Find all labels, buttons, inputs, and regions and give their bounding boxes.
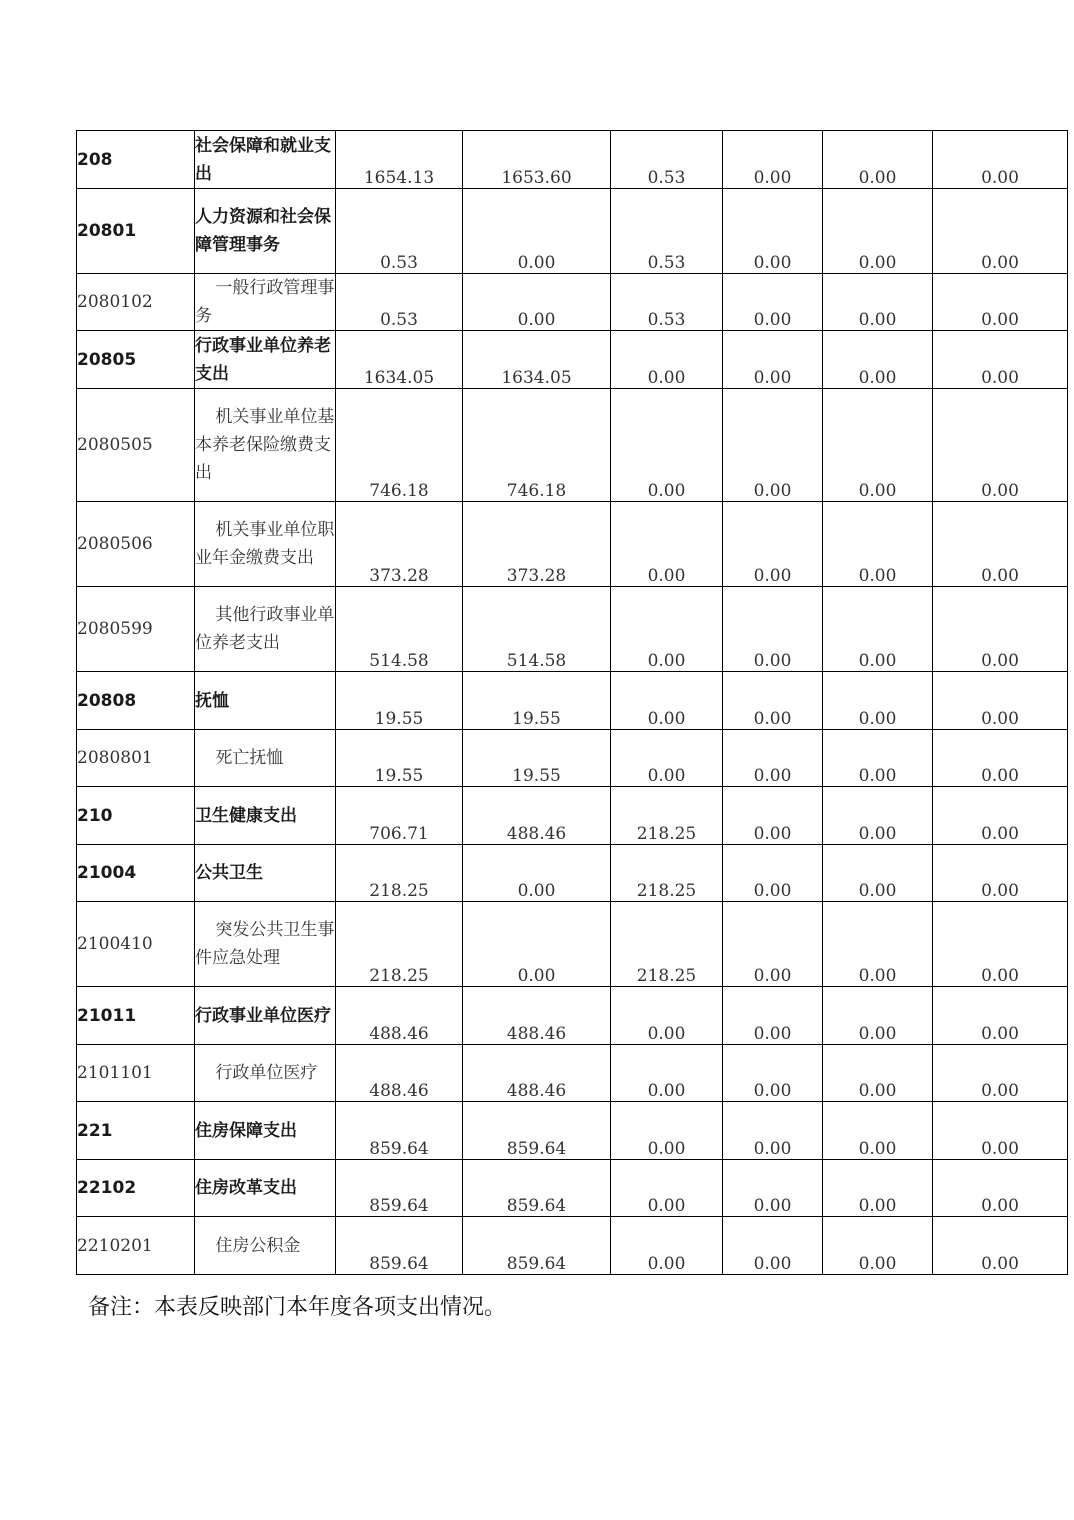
- row-code: 20801: [77, 189, 195, 274]
- row-item-name: 一般行政管理事务: [195, 274, 336, 331]
- row-value-5: 0.00: [823, 331, 933, 389]
- row-code: 208: [77, 131, 195, 189]
- row-value-4: 0.00: [723, 845, 823, 902]
- table-row: [77, 730, 1068, 787]
- row-item-name: 死亡抚恤: [195, 730, 336, 787]
- row-value-4: 0.00: [723, 987, 823, 1045]
- row-value-2: 859.64: [463, 1217, 611, 1275]
- table-row: [77, 1160, 1068, 1217]
- row-code: 2080505: [77, 389, 195, 502]
- row-code: 210: [77, 787, 195, 845]
- row-value-4: 0.00: [723, 730, 823, 787]
- row-value-4: 0.00: [723, 1045, 823, 1102]
- row-value-6: 0.00: [933, 845, 1068, 902]
- row-value-2: 0.00: [463, 274, 611, 331]
- row-item-name: 行政单位医疗: [195, 1045, 336, 1102]
- row-value-1: 514.58: [336, 587, 463, 672]
- row-value-6: 0.00: [933, 587, 1068, 672]
- row-code: 2101101: [77, 1045, 195, 1102]
- row-value-4: 0.00: [723, 131, 823, 189]
- row-value-3: 0.00: [611, 331, 723, 389]
- row-value-2: 488.46: [463, 987, 611, 1045]
- row-value-4: 0.00: [723, 587, 823, 672]
- row-code: 20808: [77, 672, 195, 730]
- row-item-name: 行政事业单位养老支出: [195, 331, 336, 389]
- row-value-6: 0.00: [933, 502, 1068, 587]
- row-value-6: 0.00: [933, 331, 1068, 389]
- row-item-name: 住房保障支出: [195, 1102, 336, 1160]
- row-code: 2080102: [77, 274, 195, 331]
- row-value-5: 0.00: [823, 845, 933, 902]
- row-value-3: 0.53: [611, 274, 723, 331]
- row-value-2: 0.00: [463, 845, 611, 902]
- row-value-2: 746.18: [463, 389, 611, 502]
- row-item-name: 抚恤: [195, 672, 336, 730]
- row-item-name: 人力资源和社会保障管理事务: [195, 189, 336, 274]
- row-value-5: 0.00: [823, 1217, 933, 1275]
- row-value-1: 373.28: [336, 502, 463, 587]
- table-row: [77, 1217, 1068, 1275]
- row-value-5: 0.00: [823, 1045, 933, 1102]
- row-value-3: 0.53: [611, 131, 723, 189]
- row-value-2: 0.00: [463, 902, 611, 987]
- row-value-4: 0.00: [723, 902, 823, 987]
- table-row: [77, 331, 1068, 389]
- row-code: 2210201: [77, 1217, 195, 1275]
- row-value-5: 0.00: [823, 902, 933, 987]
- row-code: 2100410: [77, 902, 195, 987]
- row-value-5: 0.00: [823, 274, 933, 331]
- row-value-4: 0.00: [723, 331, 823, 389]
- row-value-1: 19.55: [336, 730, 463, 787]
- row-item-name: 社会保障和就业支出: [195, 131, 336, 189]
- row-value-1: 859.64: [336, 1160, 463, 1217]
- row-value-3: 218.25: [611, 787, 723, 845]
- row-value-3: 0.00: [611, 587, 723, 672]
- expenditure-table: [76, 130, 1068, 1275]
- row-value-5: 0.00: [823, 502, 933, 587]
- row-value-1: 706.71: [336, 787, 463, 845]
- row-value-6: 0.00: [933, 987, 1068, 1045]
- row-value-4: 0.00: [723, 787, 823, 845]
- row-value-1: 218.25: [336, 902, 463, 987]
- row-value-6: 0.00: [933, 1160, 1068, 1217]
- row-value-1: 0.53: [336, 189, 463, 274]
- row-value-3: 0.53: [611, 189, 723, 274]
- row-item-name: 住房改革支出: [195, 1160, 336, 1217]
- row-value-6: 0.00: [933, 1045, 1068, 1102]
- row-value-6: 0.00: [933, 672, 1068, 730]
- row-value-5: 0.00: [823, 587, 933, 672]
- row-item-name: 突发公共卫生事件应急处理: [195, 902, 336, 987]
- row-value-4: 0.00: [723, 1217, 823, 1275]
- row-value-1: 859.64: [336, 1217, 463, 1275]
- table-row: [77, 274, 1068, 331]
- table-note: 备注：本表反映部门本年度各项支出情况。: [88, 1295, 507, 1320]
- row-value-5: 0.00: [823, 131, 933, 189]
- row-value-3: 0.00: [611, 730, 723, 787]
- row-item-name: 卫生健康支出: [195, 787, 336, 845]
- row-value-3: 218.25: [611, 845, 723, 902]
- row-value-4: 0.00: [723, 672, 823, 730]
- row-value-2: 0.00: [463, 189, 611, 274]
- row-code: 2080599: [77, 587, 195, 672]
- row-value-6: 0.00: [933, 787, 1068, 845]
- row-value-4: 0.00: [723, 189, 823, 274]
- row-value-6: 0.00: [933, 131, 1068, 189]
- row-value-3: 0.00: [611, 389, 723, 502]
- row-item-name: 公共卫生: [195, 845, 336, 902]
- row-value-2: 488.46: [463, 1045, 611, 1102]
- row-value-3: 0.00: [611, 987, 723, 1045]
- row-value-3: 0.00: [611, 1045, 723, 1102]
- table-row: [77, 1102, 1068, 1160]
- row-value-4: 0.00: [723, 1102, 823, 1160]
- row-code: 21004: [77, 845, 195, 902]
- table-row: [77, 672, 1068, 730]
- row-value-2: 859.64: [463, 1102, 611, 1160]
- row-code: 20805: [77, 331, 195, 389]
- row-value-2: 859.64: [463, 1160, 611, 1217]
- row-value-5: 0.00: [823, 787, 933, 845]
- row-value-3: 0.00: [611, 1102, 723, 1160]
- row-value-3: 0.00: [611, 1160, 723, 1217]
- row-value-2: 488.46: [463, 787, 611, 845]
- row-value-3: 0.00: [611, 1217, 723, 1275]
- row-value-4: 0.00: [723, 274, 823, 331]
- row-value-1: 488.46: [336, 987, 463, 1045]
- row-item-name: 其他行政事业单位养老支出: [195, 587, 336, 672]
- row-value-5: 0.00: [823, 189, 933, 274]
- table-row: [77, 845, 1068, 902]
- row-code: 22102: [77, 1160, 195, 1217]
- table-row: [77, 131, 1068, 189]
- row-value-5: 0.00: [823, 1102, 933, 1160]
- row-code: 221: [77, 1102, 195, 1160]
- row-value-5: 0.00: [823, 389, 933, 502]
- row-value-4: 0.00: [723, 389, 823, 502]
- row-item-name: 机关事业单位职业年金缴费支出: [195, 502, 336, 587]
- row-code: 21011: [77, 987, 195, 1045]
- row-code: 2080506: [77, 502, 195, 587]
- row-value-6: 0.00: [933, 730, 1068, 787]
- row-value-6: 0.00: [933, 1217, 1068, 1275]
- table-row: [77, 389, 1068, 502]
- table-row: [77, 787, 1068, 845]
- row-value-6: 0.00: [933, 274, 1068, 331]
- row-value-1: 746.18: [336, 389, 463, 502]
- table-row: [77, 189, 1068, 274]
- table-row: [77, 587, 1068, 672]
- row-value-6: 0.00: [933, 902, 1068, 987]
- row-value-5: 0.00: [823, 987, 933, 1045]
- row-value-2: 373.28: [463, 502, 611, 587]
- row-value-6: 0.00: [933, 1102, 1068, 1160]
- row-value-4: 0.00: [723, 1160, 823, 1217]
- row-value-1: 488.46: [336, 1045, 463, 1102]
- row-item-name: 机关事业单位基本养老保险缴费支出: [195, 389, 336, 502]
- row-value-5: 0.00: [823, 672, 933, 730]
- row-value-1: 218.25: [336, 845, 463, 902]
- row-value-3: 218.25: [611, 902, 723, 987]
- row-item-name: 行政事业单位医疗: [195, 987, 336, 1045]
- table-row: [77, 987, 1068, 1045]
- row-value-3: 0.00: [611, 502, 723, 587]
- row-value-2: 1634.05: [463, 331, 611, 389]
- row-value-1: 859.64: [336, 1102, 463, 1160]
- row-value-2: 19.55: [463, 672, 611, 730]
- row-value-4: 0.00: [723, 502, 823, 587]
- row-value-6: 0.00: [933, 189, 1068, 274]
- row-value-5: 0.00: [823, 730, 933, 787]
- table-row: [77, 502, 1068, 587]
- row-value-2: 1653.60: [463, 131, 611, 189]
- table-row: [77, 902, 1068, 987]
- row-item-name: 住房公积金: [195, 1217, 336, 1275]
- row-value-1: 0.53: [336, 274, 463, 331]
- row-value-6: 0.00: [933, 389, 1068, 502]
- row-value-2: 19.55: [463, 730, 611, 787]
- row-value-1: 19.55: [336, 672, 463, 730]
- row-value-1: 1654.13: [336, 131, 463, 189]
- table-row: [77, 1045, 1068, 1102]
- row-value-1: 1634.05: [336, 331, 463, 389]
- row-value-3: 0.00: [611, 672, 723, 730]
- row-value-5: 0.00: [823, 1160, 933, 1217]
- row-value-2: 514.58: [463, 587, 611, 672]
- row-code: 2080801: [77, 730, 195, 787]
